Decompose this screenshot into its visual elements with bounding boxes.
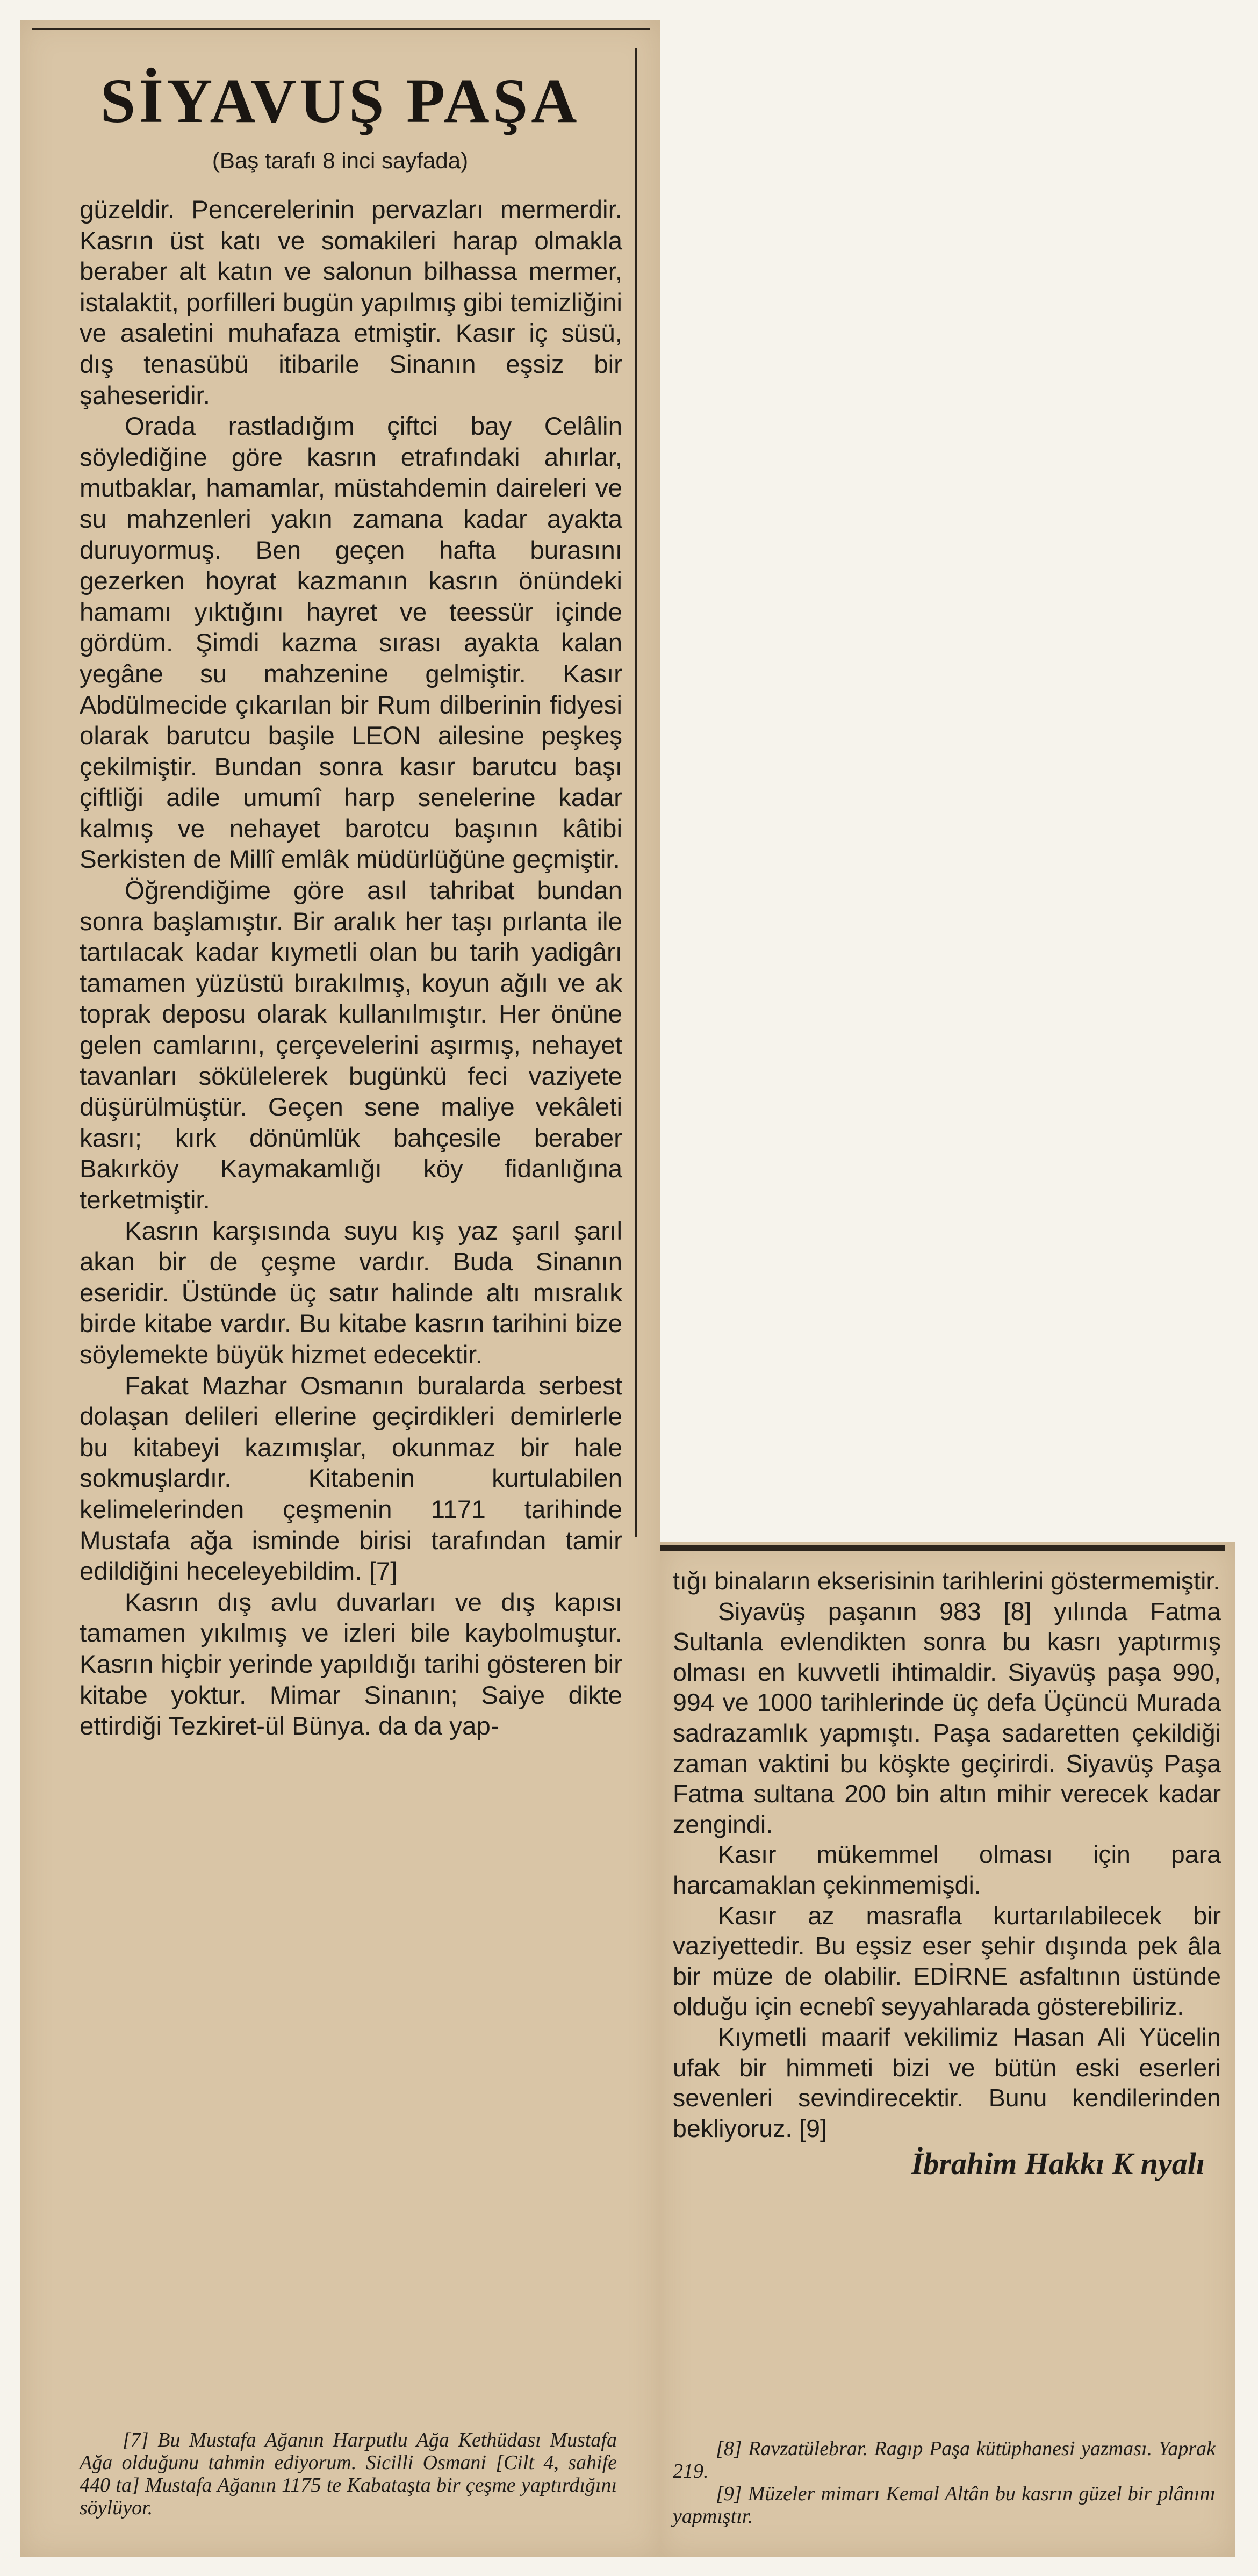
paragraph: Fakat Mazhar Osmanın buralarda serbest dolaşan delileri ellerine geçirdikleri demirlerle bu kitabeyi kazımışlar, okunmaz bir hale sokmuşlardır. Kitabenin kurtulabilen kelimelerinden çeşmenin 1171 tarihinde Mustafa ağa isminde birisi tarafından tamir edildiğini heceleyebildim. [7]	[80, 1371, 622, 1586]
paragraph: güzeldir. Pencerelerinin pervazları mermerdir. Kasrın üst katı ve somakileri harap olmakla beraber alt katın ve salonun bilhassa mermer, istalaktit, porfilleri bugün yapılmış gibi temizliğini ve asaletini muhafaza etmiştir. Kasır iç süsü, dış tenasübü itibarile Sinanın eşsiz bir şaheseridir.	[80, 196, 622, 410]
paragraph: tığı binaların ekserisinin tarihlerini göstermemiştir.	[673, 1567, 1220, 1595]
paragraph: Kıymetli maarif vekilimiz Hasan Ali Yücelin ufak bir himmeti bizi ve bütün eski eserleri sevenleri sevindirecektir. Bunu kendilerinden bekliyoruz. [9]	[673, 2023, 1221, 2142]
paragraph: Orada rastladığım çiftci bay Celâlin söylediğine göre kasrın etrafındaki ahırlar, mutbaklar, hamamlar, müstahdemin daireleri ve su mahzenleri yakın zamana kadar ayakta duruyormuş. Ben geçen hafta burasını gezerken hoyrat kazmanın kasrın önündeki hamamı yıktığını hayret ve teessür içinde gördüm. Şimdi kazma sırası ayakta kalan yegâne su mahzenine gelmiştir. Kasır Abdülmecide çıkarılan bir Rum dilberinin fidyesi olarak barutcu başile LEON ailesine peşkeş çekilmiştir. Bundan sonra kasır barutcu başı çiftliği adile umumî harp senelerine kadar kalmış ve nehayet barotcu başının kâtibi Serkisten de Millî emlâk müdürlüğüne geçmiştir.	[80, 412, 622, 874]
top-rule	[32, 28, 650, 30]
left-footnote	[80, 2429, 617, 2519]
right-text-column	[673, 1566, 1221, 2182]
article-title: SİYAVUŞ PAŞA	[100, 66, 580, 136]
continuation-rule	[660, 1545, 1225, 1551]
article-subtitle: (Baş tarafı 8 inci sayfada)	[212, 148, 469, 173]
paragraph: Kasır az masrafla kurtarılabilecek bir vaziyettedir. Bu eşsiz eser şehir dışında pek âla bir müze de olabilir. EDİRNE asfaltının üstünde olduğu için ecnebî seyyahlarada gösterebiliriz.	[673, 1901, 1221, 2021]
right-footnotes	[673, 2437, 1216, 2528]
footnote-7: [7] Bu Mustafa Ağanın Harputlu Ağa Kethüdası Mustafa Ağa olduğunu tahmin ediyorum. Sicilli Osmani [Cilt 4, sahife 440 ta] Mustafa Ağanın 1175 te Kabataşta bir çeşme yaptırdığını söylüyor.	[80, 2429, 617, 2519]
author-signature: İbrahim Hakkı K nyalı	[911, 2146, 1205, 2182]
footnote-8: [8] Ravzatülebrar. Ragıp Paşa kütüphanesi yazması. Yaprak 219.	[673, 2437, 1216, 2483]
paragraph: Öğrendiğime göre asıl tahribat bundan sonra başlamıştır. Bir aralık her taşı pırlanta ile tartılacak kadar kıymetli olan bu tarih yadigârı tamamen yüzüstü bırakılmış, koyun ağılı ve ak toprak deposu olarak kullanılmıştır. Her önüne gelen camlarını, çerçevelerini aşırmış, nehayet tavanları sökülelerek bugünkü feci vaziyete düşürülmüştür. Geçen sene maliye vekâleti kasrı; kırk dönümlük bahçesile beraber Bakırköy Kaymakamlığı köy fidanlığına terketmiştir.	[80, 876, 622, 1214]
column-divider-rule	[635, 48, 637, 1537]
left-text-column	[80, 195, 622, 1742]
paragraph: Kasır mükemmel olması için para harcamaklan çekinmemişdi.	[673, 1840, 1221, 1899]
paragraph: Kasrın karşısında suyu kış yaz şarıl şarıl akan bir de çeşme vardır. Buda Sinanın eseridir. Üstünde üç satır halinde altı mısralık birde kitabe vardır. Bu kitabe kasrın tarihini bize söylemekte büyük hizmet edecektir.	[80, 1217, 622, 1369]
footnote-9: [9] Müzeler mimarı Kemal Altân bu kasrın güzel bir plânını yapmıştır.	[673, 2483, 1216, 2528]
paragraph: Kasrın dış avlu duvarları ve dış kapısı tamamen yıkılmış ve izleri bile kaybolmuştur. Kasrın hiçbir yerinde yapıldığı tarihi gösteren bir kitabe yoktur. Mimar Sinanın; Saiye dikte ettirdiği Tezkiret-ül Bünya. da da yap-	[80, 1588, 622, 1741]
paragraph: Siyavüş paşanın 983 [8] yılında Fatma Sultanla evlendikten sonra bu kasrı yaptırmış olması en kuvvetli ihtimaldir. Siyavüş paşa 990, 994 ve 1000 tarihlerinde üç defa Üçüncü Murada sadrazamlık yapmıştı. Paşa sadaretten çekildiği zaman vaktini bu köşkte geçirirdi. Siyavüş Paşa Fatma sultana 200 bin altın mihir verecek kadar zengindi.	[673, 1597, 1221, 1838]
